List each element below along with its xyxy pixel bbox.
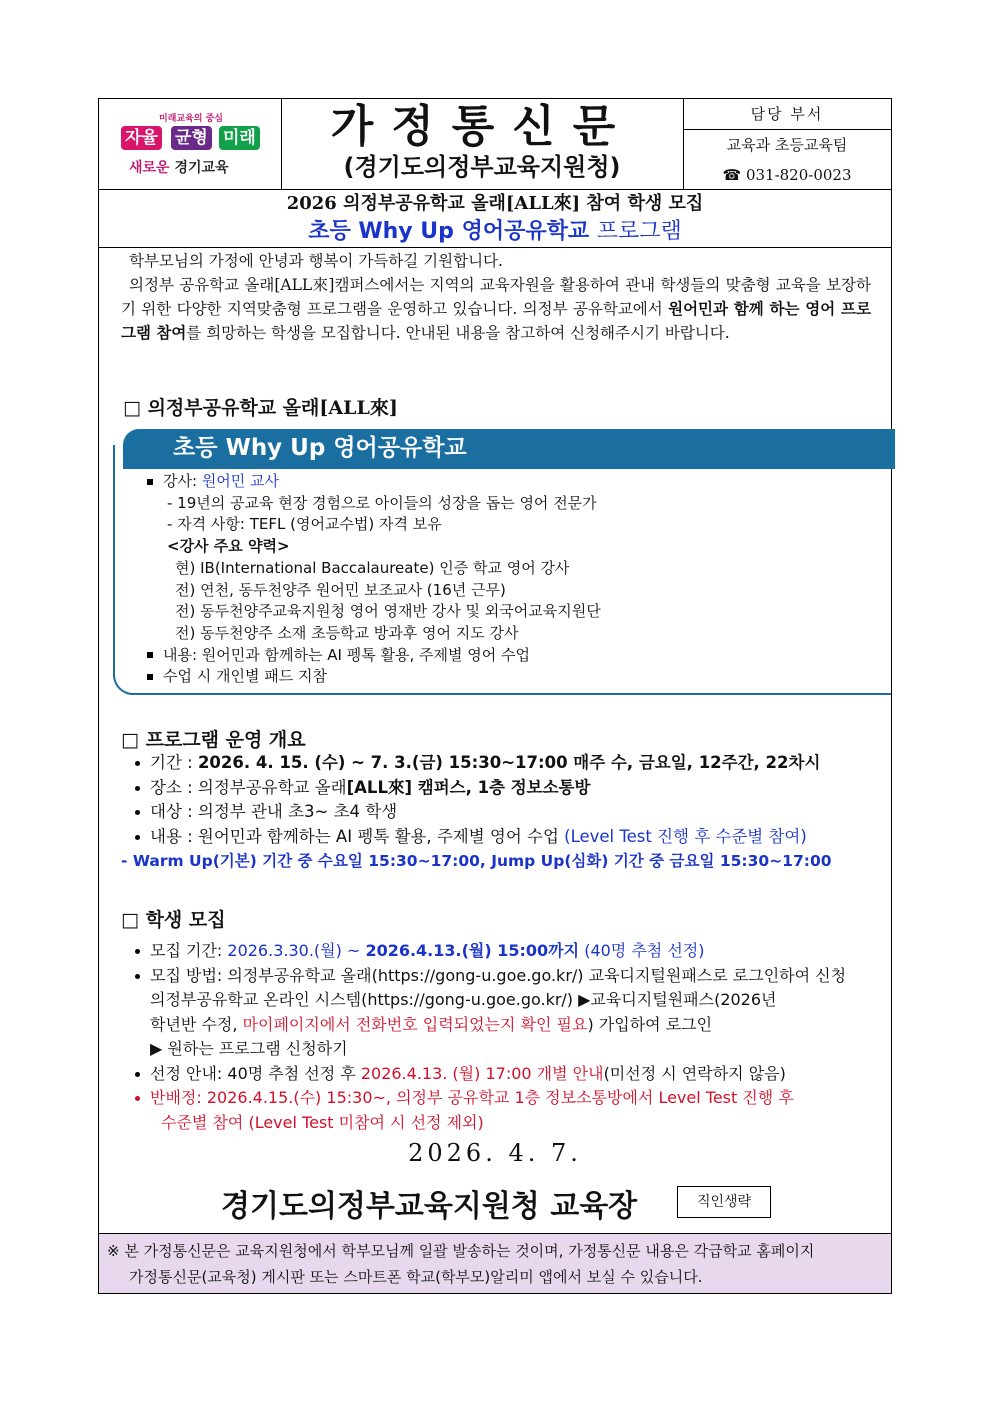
footer-notice <box>99 1233 891 1293</box>
phone-number: 031-820-0023 <box>745 166 852 184</box>
logo-word-future: 미래 <box>219 126 260 150</box>
overview-warmup: - Warm Up(기본) 기간 중 수요일 15:30~17:00, Jump Up(심화) 기간 중 금요일 15:30~17:00 <box>121 852 832 870</box>
career-item: 전) 연천, 동두천양주 원어민 보조교사 (16년 근무) <box>175 580 506 599</box>
recruit-period-note: (40명 추첨 선정) <box>579 941 705 960</box>
department-box <box>683 99 891 189</box>
recruit-class-assign <box>135 1086 846 1111</box>
intro-greeting: 학부모님의 가정에 안녕과 행복이 가득하길 기원합니다. <box>129 252 503 270</box>
career-item: 전) 동두천양주교육지원청 영어 영재반 강사 및 외국어교육지원단 <box>175 602 601 621</box>
selection-note: (미선정 시 연락하지 않음) <box>603 1063 786 1083</box>
content-label: 내용 : 원어민과 함께하는 AI 펭톡 활용, 주제별 영어 수업 <box>150 826 559 846</box>
overview-content <box>135 825 832 850</box>
square-bullet-icon <box>147 652 153 658</box>
footer-line1: ※ 본 가정통신문은 교육지원청에서 학부모님께 일괄 발송하는 것이며, 가정통신문 내용은 각급학교 홈페이지 <box>107 1242 815 1260</box>
subject-box <box>99 189 891 248</box>
recruit-period-end: 2026.4.13.(월) 15:00까지 <box>365 941 580 960</box>
recruit-method <box>135 964 846 989</box>
pad-line <box>147 666 601 688</box>
footer-line2: 가정통신문(교육청) 게시판 또는 스마트폰 학교(학부모)알리미 앱에서 보실 수 있습니다. <box>129 1268 703 1286</box>
intro-body <box>121 273 871 345</box>
logo <box>99 99 282 189</box>
logo-sub1: 새로운 <box>129 160 170 176</box>
section2-title: □ 프로그램 운영 개요 <box>121 729 306 751</box>
square-bullet-icon <box>147 674 153 680</box>
phone-icon: ☎ <box>722 166 742 184</box>
period-value: 2026. 4. 15. (수) ~ 7. 3.(금) 15:30~17:00 매주 수, 금요일, 12주간, 22차시 <box>197 753 821 772</box>
career-item: 현) IB(International Baccalaureate) 인증 학교 영어 강사 <box>175 558 570 577</box>
subject-line1: 2026 의정부공유학교 올래[ALL來] 참여 학생 모집 <box>286 193 704 214</box>
overview-place <box>135 776 832 801</box>
selection-pre: 선정 안내: 40명 추첨 선정 후 <box>150 1063 361 1083</box>
section3-title: □ 학생 모집 <box>121 909 226 931</box>
bullet-icon <box>135 949 140 954</box>
intro-body-pre: 의정부 공유학교 올래[ALL來]캠퍼스에서는 지역의 교육자원을 활용하여 관내 학생들의 맞춤형 교육을 보장하기 위한 다양한 지역맞춤형 프로그램을 운영하고 있습니다. 의정부 공유학교에서 <box>121 276 871 318</box>
teacher-detail-2: - 자격 사항: TEFL (영어교수법) 자격 보유 <box>167 515 442 534</box>
signer: 경기도의정부교육지원청 교육장 <box>221 1189 638 1224</box>
recruit-period <box>135 939 846 964</box>
teacher-value: 원어민 교사 <box>201 472 280 490</box>
program-banner <box>123 429 895 469</box>
logo-sub2: 경기교육 <box>174 160 229 176</box>
dept-phone <box>683 160 891 190</box>
intro <box>121 249 871 345</box>
program-details <box>147 471 601 688</box>
teacher-line <box>147 471 601 493</box>
bullet-icon <box>135 810 140 815</box>
bullet-icon <box>135 1072 140 1077</box>
logo-word-autonomy: 자율 <box>121 126 162 150</box>
dept-name: 교육과 초등교육팀 <box>726 136 848 154</box>
logo-subtitle <box>129 157 229 177</box>
recruit-note-post: ) 가입하여 로그인 <box>587 1014 713 1034</box>
content-text: 내용: 원어민과 함께하는 AI 펭톡 활용, 주제별 영어 수업 <box>163 645 530 664</box>
program-box <box>113 429 893 699</box>
intro-body-post: 를 희망하는 학생을 모집합니다. 안내된 내용을 참고하여 신청해주시기 바랍니다. <box>186 324 730 342</box>
subject-program-suffix: 프로그램 <box>596 219 682 244</box>
section1-title: □ 의정부공유학교 올래[ALL來] <box>123 397 398 419</box>
notice-frame <box>98 98 892 1294</box>
recruit-apply: ▶ 원하는 프로그램 신청하기 <box>150 1039 348 1058</box>
target-text: 대상 : 의정부 관내 초3~ 초4 학생 <box>150 802 398 821</box>
recruit-method-post: ) 교육디지털원패스로 로그인하여 신청 <box>577 965 847 985</box>
program-banner-title: 초등 Why Up 영어공유학교 <box>173 435 467 461</box>
recruit-method-3 <box>135 1013 846 1038</box>
subject-line2 <box>99 218 891 246</box>
bullet-icon <box>135 1096 140 1101</box>
recruit-system-label: 의정부공유학교 온라인 시스템( <box>150 990 368 1009</box>
overview-period <box>135 751 832 776</box>
teacher-label: 강사: <box>163 472 202 490</box>
square-bullet-icon <box>147 479 153 485</box>
logo-word-balance: 균형 <box>171 126 212 150</box>
subject-program-name: 초등 Why Up 영어공유학교 <box>308 219 590 244</box>
page-title: 가정통신문 <box>330 101 634 152</box>
recruit-period-start: 2026.3.30.(월) ~ <box>227 941 366 960</box>
recruit-system-link[interactable]: https://gong-u.goe.go.kr/ <box>367 990 567 1009</box>
career-item: 전) 동두천양주 소재 초등학교 방과후 영어 지도 강사 <box>175 623 519 642</box>
recruit-note-pre: 학년반 수정, <box>150 1014 243 1034</box>
recruit-method-2 <box>135 988 846 1013</box>
bullet-icon <box>135 974 140 979</box>
title-box <box>281 99 684 189</box>
recruit-list <box>135 939 846 1135</box>
recruit-period-label: 모집 기간: <box>150 941 228 960</box>
recruit-system-post: ) ▶교육디지털원패스(2026년 <box>566 990 777 1009</box>
overview-list <box>121 751 832 874</box>
logo-tagline: 미래교육의 중심 <box>159 114 223 124</box>
notice-date: 2026. 4. 7. <box>408 1139 582 1167</box>
content-note: (Level Test 진행 후 수준별 참여) <box>564 826 807 846</box>
bullet-icon <box>135 835 140 840</box>
career-title: <강사 주요 약력> <box>167 537 290 556</box>
recruit-site-link[interactable]: https://gong-u.goe.go.kr/ <box>377 965 578 985</box>
recruit-method-pre: 모집 방법: 의정부공유학교 올래( <box>150 965 378 985</box>
bullet-icon <box>135 786 140 791</box>
seal-box: 직인생략 <box>677 1186 771 1218</box>
period-label: 기간 : <box>150 753 198 772</box>
content-line <box>147 645 601 667</box>
teacher-detail-1: - 19년의 공교육 현장 경험으로 아이들의 성장을 돕는 영어 전문가 <box>167 493 597 512</box>
class-assign-text: 반배정: 2026.4.15.(수) 15:30~, 의정부 공유학교 1층 정보소통방에서 Level Test 진행 후 <box>150 1088 794 1107</box>
recruit-note-warning: 마이페이지에서 전화번호 입력되었는지 확인 필요 <box>242 1014 588 1034</box>
selection-date: 2026.4.13. (월) 17:00 개별 안내 <box>360 1063 604 1083</box>
office-name: (경기도의정부교육지원청) <box>343 153 621 181</box>
dept-label: 담당 부서 <box>683 99 891 130</box>
recruit-class-assign-2: 수준별 참여 (Level Test 미참여 시 선정 제외) <box>161 1112 484 1132</box>
recruit-selection <box>135 1062 846 1087</box>
header <box>99 99 891 190</box>
overview-target <box>135 800 832 825</box>
place-label: 장소 : 의정부공유학교 올래 <box>150 777 347 797</box>
intro-body-bold: 원어민과 함께 하는 영어 프로그램 참여 <box>121 299 871 342</box>
pad-text: 수업 시 개인별 패드 지참 <box>163 667 327 686</box>
bullet-icon <box>135 761 140 766</box>
place-value: [ALL來] 캠퍼스, 1층 정보소통방 <box>346 777 591 797</box>
